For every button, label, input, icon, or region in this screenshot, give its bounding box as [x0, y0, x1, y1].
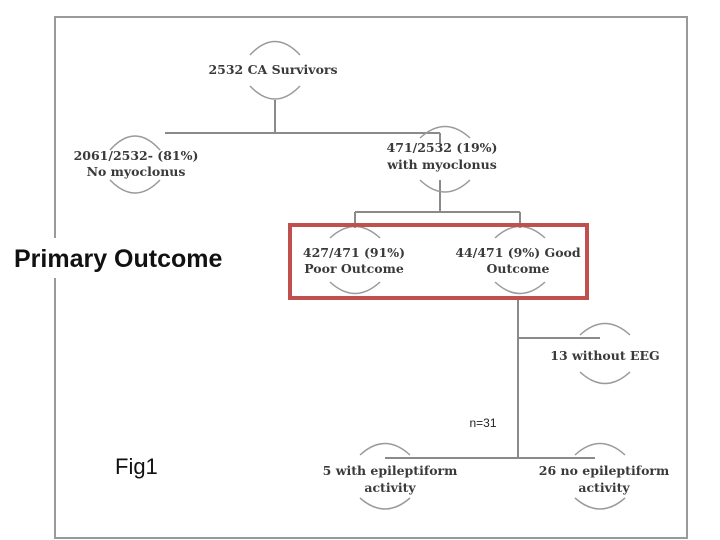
no-myoclonus-count: 2061/2532- (81%) — [73, 148, 199, 163]
figure-label: Fig1 — [115, 454, 158, 479]
root-node-label: 2532 CA Survivors — [208, 62, 338, 77]
no-epileptiform-count: 26 no epileptiform — [538, 463, 670, 478]
good-outcome-count: 44/471 (9%) Good — [455, 245, 581, 260]
primary-outcome-title: Primary Outcome — [14, 245, 223, 273]
epileptiform-count: 5 with epileptiform — [322, 463, 458, 478]
no-epileptiform-label: activity — [578, 480, 630, 495]
without-eeg-label: 13 without EEG — [550, 348, 660, 363]
n-count-label: n=31 — [469, 416, 497, 430]
epileptiform-label: activity — [364, 480, 416, 495]
poor-outcome-count: 427/471 (91%) — [302, 245, 406, 260]
poor-outcome-label: Poor Outcome — [304, 261, 404, 276]
good-outcome-label: Outcome — [486, 261, 550, 276]
myoclonus-count: 471/2532 (19%) — [386, 140, 498, 155]
connector-lines — [165, 100, 600, 458]
myoclonus-label: with myoclonus — [387, 157, 497, 172]
no-myoclonus-label: No myoclonus — [86, 164, 186, 179]
